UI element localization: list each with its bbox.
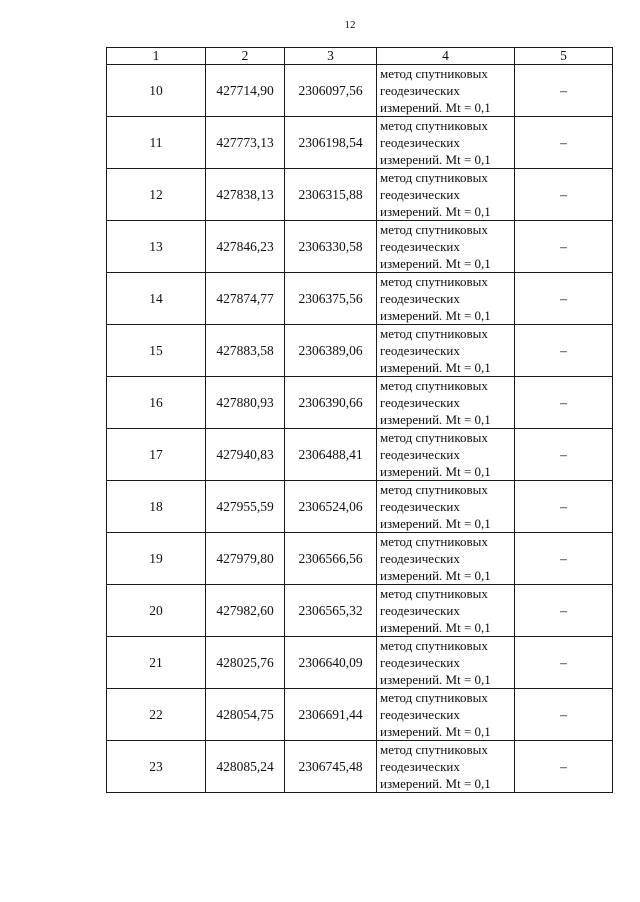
x-coordinate-cell: 427838,13 xyxy=(206,169,285,221)
method-cell xyxy=(377,325,515,377)
note-cell: – xyxy=(515,741,613,793)
point-number-cell: 20 xyxy=(107,585,206,637)
table-row xyxy=(107,637,613,689)
table-row xyxy=(107,221,613,273)
y-coordinate-cell: 2306389,06 xyxy=(285,325,377,377)
point-number-cell: 15 xyxy=(107,325,206,377)
y-coordinate-cell: 2306097,56 xyxy=(285,65,377,117)
note-cell: – xyxy=(515,221,613,273)
method-text-line: метод спутниковых xyxy=(380,378,488,393)
y-coordinate-cell: 2306566,56 xyxy=(285,533,377,585)
note-cell: – xyxy=(515,273,613,325)
point-number-cell: 12 xyxy=(107,169,206,221)
method-text-line: измерений. Mt = 0,1 xyxy=(380,776,491,791)
method-text-line: метод спутниковых xyxy=(380,170,488,185)
x-coordinate-cell: 427979,80 xyxy=(206,533,285,585)
method-text-line: измерений. Mt = 0,1 xyxy=(380,724,491,739)
table-row xyxy=(107,325,613,377)
note-cell: – xyxy=(515,429,613,481)
method-text-line: геодезических xyxy=(380,343,460,358)
point-number-cell: 21 xyxy=(107,637,206,689)
method-cell xyxy=(377,169,515,221)
x-coordinate-cell: 427883,58 xyxy=(206,325,285,377)
method-cell xyxy=(377,117,515,169)
method-text-line: метод спутниковых xyxy=(380,222,488,237)
page-number: 12 xyxy=(344,19,356,31)
method-cell xyxy=(377,377,515,429)
x-coordinate-cell: 427982,60 xyxy=(206,585,285,637)
table-row xyxy=(107,481,613,533)
method-text-line: измерений. Mt = 0,1 xyxy=(380,412,491,427)
method-text-line: геодезических xyxy=(380,447,460,462)
method-text-line: измерений. Mt = 0,1 xyxy=(380,152,491,167)
note-cell: – xyxy=(515,325,613,377)
method-text-line: измерений. Mt = 0,1 xyxy=(380,204,491,219)
header-col-3: 3 xyxy=(285,48,377,65)
table-row xyxy=(107,533,613,585)
y-coordinate-cell: 2306565,32 xyxy=(285,585,377,637)
method-cell xyxy=(377,689,515,741)
table-header xyxy=(107,48,613,65)
table-row xyxy=(107,273,613,325)
x-coordinate-cell: 427955,59 xyxy=(206,481,285,533)
point-number-cell: 10 xyxy=(107,65,206,117)
method-text-line: геодезических xyxy=(380,603,460,618)
table-row xyxy=(107,65,613,117)
method-text-line: геодезических xyxy=(380,655,460,670)
table-row xyxy=(107,117,613,169)
x-coordinate-cell: 427846,23 xyxy=(206,221,285,273)
note-cell: – xyxy=(515,169,613,221)
x-coordinate-cell: 427940,83 xyxy=(206,429,285,481)
method-text-line: геодезических xyxy=(380,135,460,150)
header-col-5: 5 xyxy=(515,48,613,65)
table-row xyxy=(107,169,613,221)
x-coordinate-cell: 428025,76 xyxy=(206,637,285,689)
point-number-cell: 16 xyxy=(107,377,206,429)
table-row xyxy=(107,429,613,481)
method-text-line: метод спутниковых xyxy=(380,430,488,445)
table-row xyxy=(107,585,613,637)
method-text-line: геодезических xyxy=(380,499,460,514)
method-text-line: измерений. Mt = 0,1 xyxy=(380,308,491,323)
point-number-cell: 18 xyxy=(107,481,206,533)
method-text-line: геодезических xyxy=(380,187,460,202)
method-text-line: метод спутниковых xyxy=(380,274,488,289)
method-cell xyxy=(377,65,515,117)
y-coordinate-cell: 2306330,58 xyxy=(285,221,377,273)
y-coordinate-cell: 2306375,56 xyxy=(285,273,377,325)
method-text-line: геодезических xyxy=(380,239,460,254)
method-text-line: метод спутниковых xyxy=(380,66,488,81)
x-coordinate-cell: 428085,24 xyxy=(206,741,285,793)
method-text-line: измерений. Mt = 0,1 xyxy=(380,360,491,375)
method-cell xyxy=(377,273,515,325)
header-row xyxy=(107,48,613,65)
table-row xyxy=(107,689,613,741)
note-cell: – xyxy=(515,117,613,169)
header-col-1: 1 xyxy=(107,48,206,65)
method-cell xyxy=(377,533,515,585)
method-text-line: измерений. Mt = 0,1 xyxy=(380,568,491,583)
point-number-cell: 17 xyxy=(107,429,206,481)
method-cell xyxy=(377,429,515,481)
method-text-line: геодезических xyxy=(380,291,460,306)
point-number-cell: 11 xyxy=(107,117,206,169)
y-coordinate-cell: 2306524,06 xyxy=(285,481,377,533)
note-cell: – xyxy=(515,533,613,585)
y-coordinate-cell: 2306488,41 xyxy=(285,429,377,481)
table-body xyxy=(107,65,613,793)
method-text-line: измерений. Mt = 0,1 xyxy=(380,464,491,479)
point-number-cell: 14 xyxy=(107,273,206,325)
method-text-line: метод спутниковых xyxy=(380,326,488,341)
table-row xyxy=(107,377,613,429)
note-cell: – xyxy=(515,689,613,741)
y-coordinate-cell: 2306390,66 xyxy=(285,377,377,429)
y-coordinate-cell: 2306315,88 xyxy=(285,169,377,221)
method-text-line: метод спутниковых xyxy=(380,482,488,497)
note-cell: – xyxy=(515,481,613,533)
method-cell xyxy=(377,481,515,533)
method-text-line: геодезических xyxy=(380,83,460,98)
y-coordinate-cell: 2306198,54 xyxy=(285,117,377,169)
point-number-cell: 19 xyxy=(107,533,206,585)
method-text-line: геодезических xyxy=(380,707,460,722)
y-coordinate-cell: 2306691,44 xyxy=(285,689,377,741)
x-coordinate-cell: 427714,90 xyxy=(206,65,285,117)
method-text-line: метод спутниковых xyxy=(380,690,488,705)
note-cell: – xyxy=(515,65,613,117)
header-col-2: 2 xyxy=(206,48,285,65)
note-cell: – xyxy=(515,377,613,429)
x-coordinate-cell: 428054,75 xyxy=(206,689,285,741)
method-text-line: измерений. Mt = 0,1 xyxy=(380,100,491,115)
method-text-line: метод спутниковых xyxy=(380,118,488,133)
method-text-line: геодезических xyxy=(380,759,460,774)
x-coordinate-cell: 427773,13 xyxy=(206,117,285,169)
method-text-line: метод спутниковых xyxy=(380,586,488,601)
x-coordinate-cell: 427874,77 xyxy=(206,273,285,325)
method-text-line: измерений. Mt = 0,1 xyxy=(380,516,491,531)
method-text-line: метод спутниковых xyxy=(380,534,488,549)
method-cell xyxy=(377,585,515,637)
point-number-cell: 13 xyxy=(107,221,206,273)
method-text-line: метод спутниковых xyxy=(380,638,488,653)
header-col-4: 4 xyxy=(377,48,515,65)
method-text-line: геодезических xyxy=(380,551,460,566)
x-coordinate-cell: 427880,93 xyxy=(206,377,285,429)
coordinates-table xyxy=(106,47,613,793)
method-text-line: измерений. Mt = 0,1 xyxy=(380,256,491,271)
method-cell xyxy=(377,741,515,793)
method-text-line: измерений. Mt = 0,1 xyxy=(380,620,491,635)
note-cell: – xyxy=(515,637,613,689)
method-text-line: метод спутниковых xyxy=(380,742,488,757)
table-row xyxy=(107,741,613,793)
point-number-cell: 23 xyxy=(107,741,206,793)
y-coordinate-cell: 2306745,48 xyxy=(285,741,377,793)
method-cell xyxy=(377,221,515,273)
method-cell xyxy=(377,637,515,689)
y-coordinate-cell: 2306640,09 xyxy=(285,637,377,689)
point-number-cell: 22 xyxy=(107,689,206,741)
method-text-line: геодезических xyxy=(380,395,460,410)
method-text-line: измерений. Mt = 0,1 xyxy=(380,672,491,687)
note-cell: – xyxy=(515,585,613,637)
